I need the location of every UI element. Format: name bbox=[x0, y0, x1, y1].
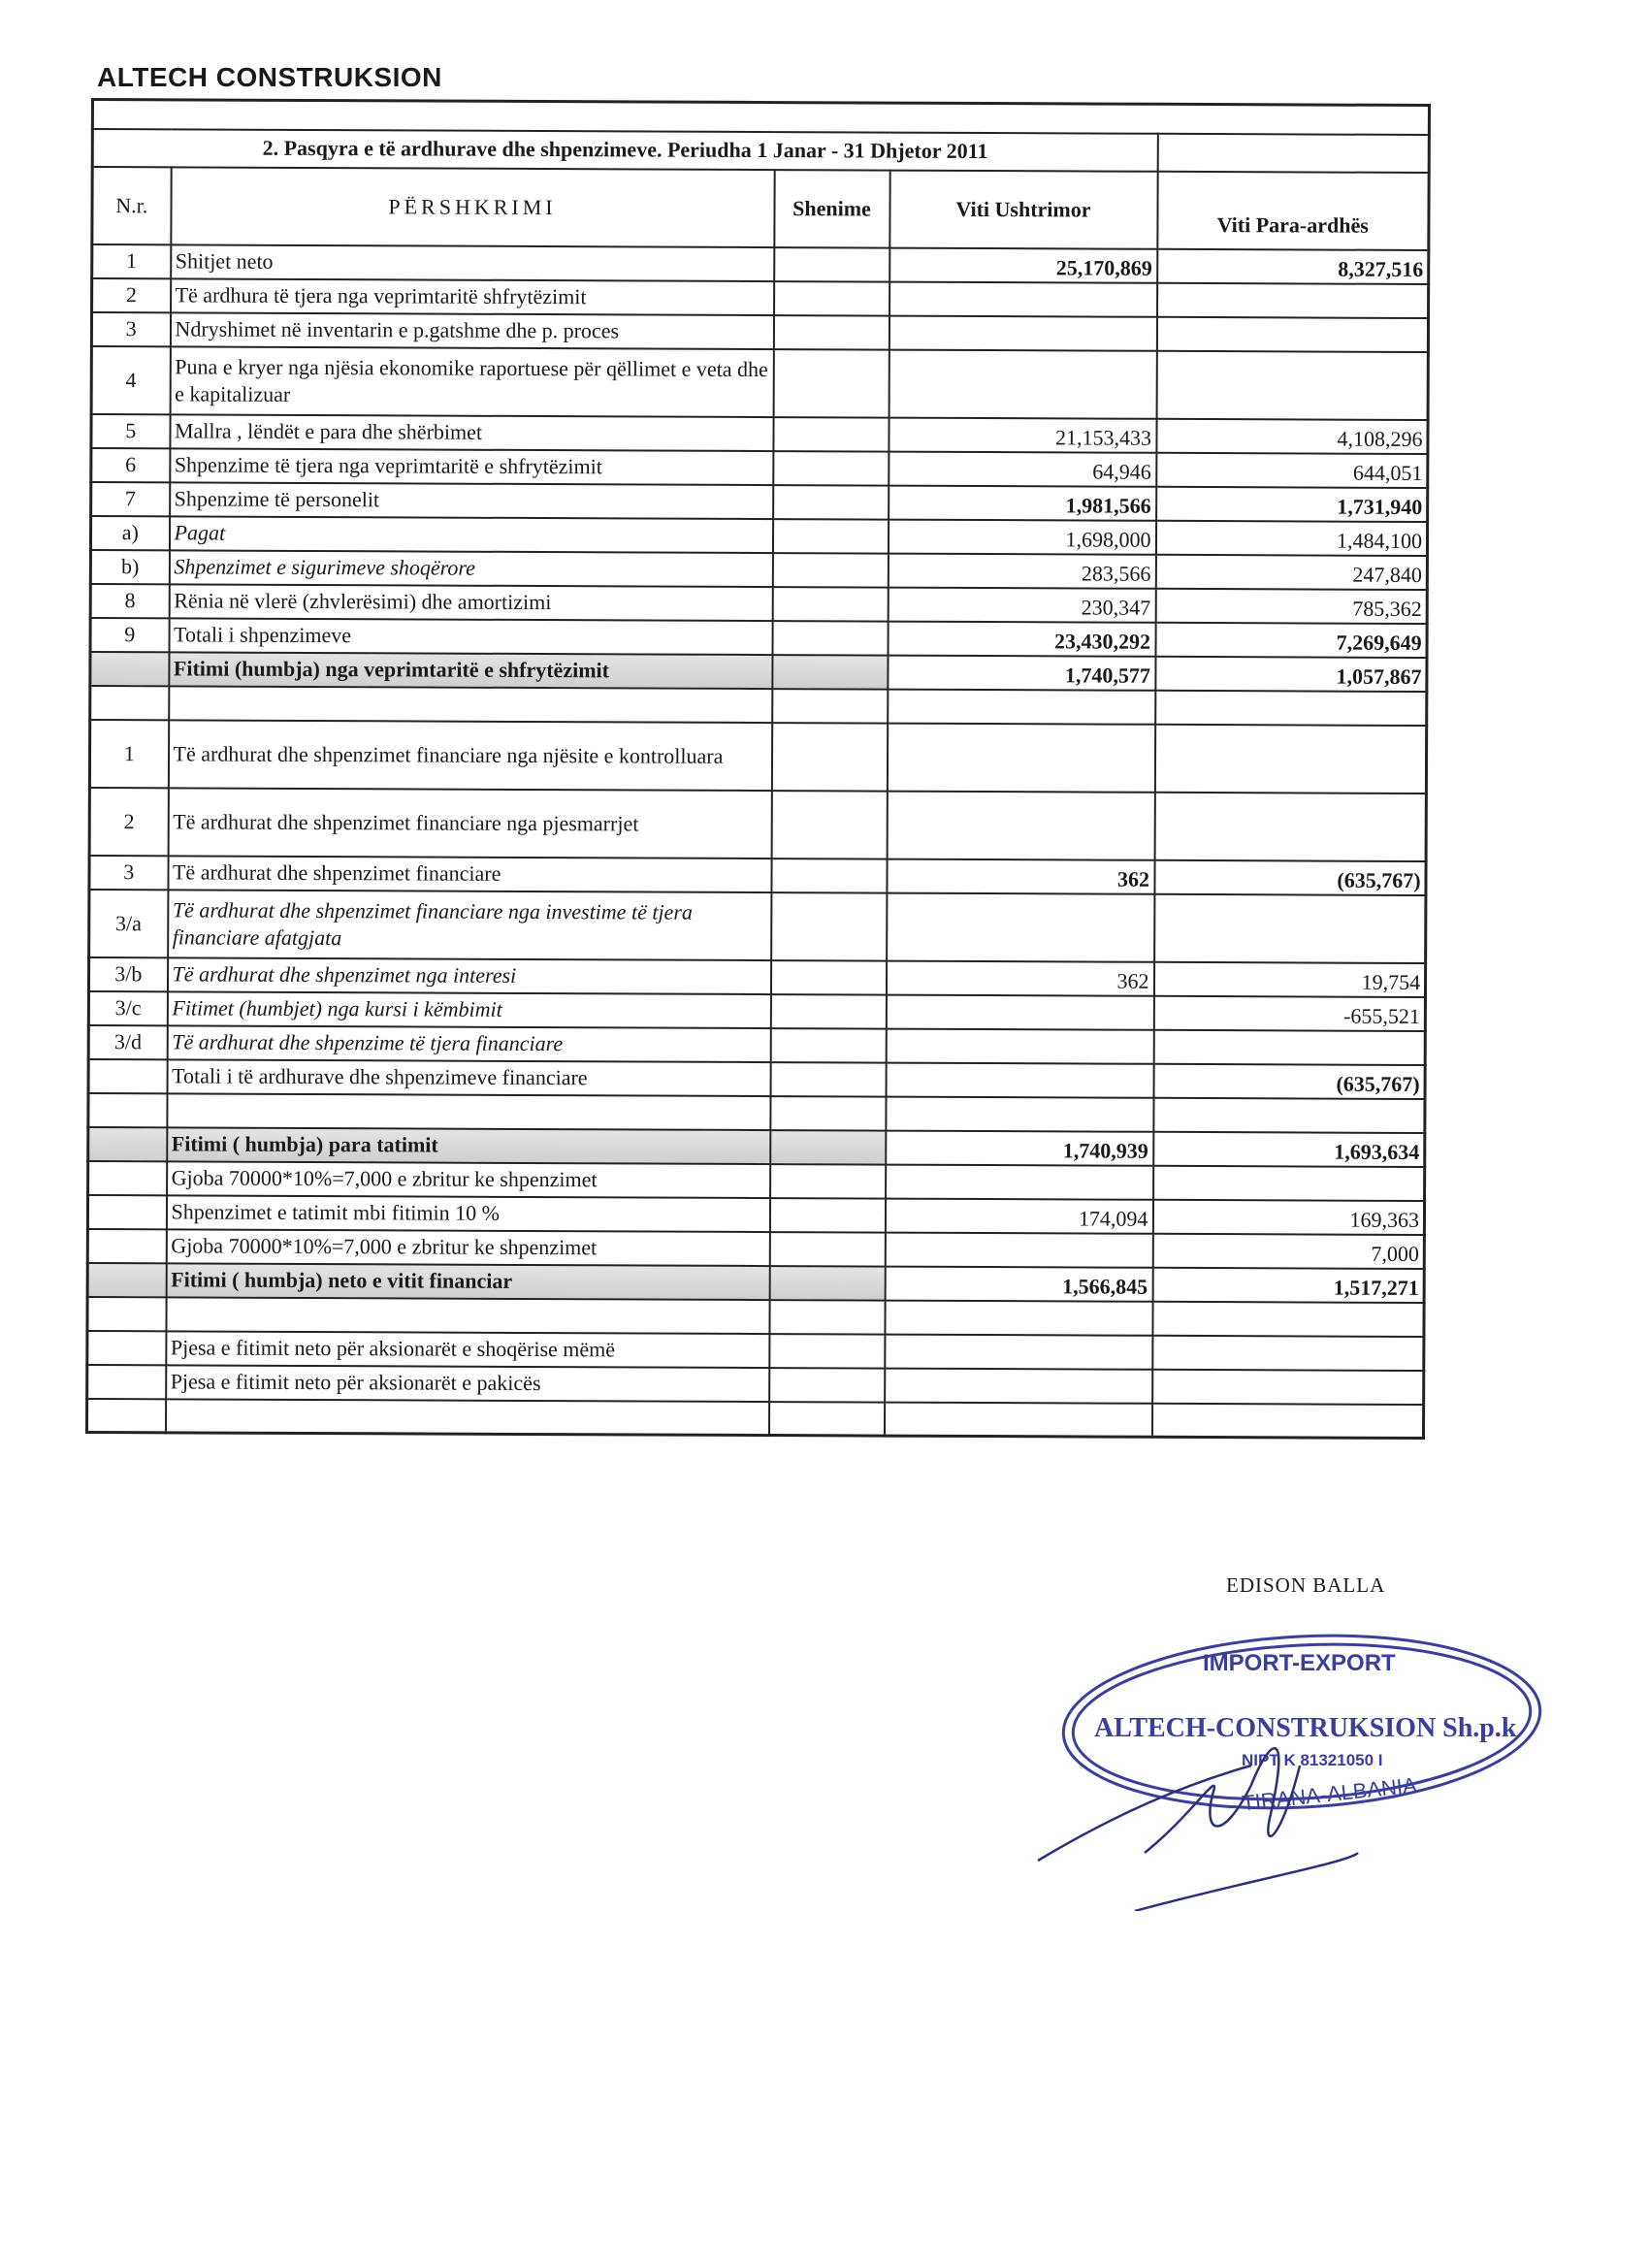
row-notes bbox=[770, 1096, 886, 1131]
row-number: 9 bbox=[90, 618, 169, 652]
row-previous-year: 1,057,867 bbox=[1155, 656, 1427, 691]
row-number: 3/a bbox=[89, 889, 168, 956]
row-notes bbox=[773, 417, 889, 452]
row-notes bbox=[770, 1130, 886, 1165]
table-row bbox=[90, 584, 1427, 624]
row-description: Pagat bbox=[169, 516, 772, 553]
row-notes bbox=[774, 247, 889, 282]
table-row bbox=[90, 652, 1427, 692]
row-number: 1 bbox=[92, 244, 171, 278]
row-number: 3/d bbox=[88, 1024, 167, 1058]
row-notes bbox=[770, 960, 886, 995]
row-description: Pjesa e fitimit neto për aksionarët e pakicës bbox=[166, 1365, 769, 1402]
row-notes bbox=[769, 1198, 885, 1233]
row-notes bbox=[771, 791, 887, 859]
table-title-row bbox=[92, 129, 1429, 173]
table-row bbox=[86, 1398, 1423, 1438]
header-notes: Shenime bbox=[774, 170, 889, 248]
table-row bbox=[87, 1296, 1424, 1336]
stamp-line3: NIPT K 81321050 I bbox=[1242, 1751, 1383, 1769]
row-previous-year bbox=[1153, 1029, 1425, 1064]
row-description: Të ardhurat dhe shpenzimet nga interesi bbox=[167, 957, 770, 994]
header-row bbox=[92, 167, 1429, 250]
table-row bbox=[88, 1092, 1425, 1132]
row-previous-year: 247,840 bbox=[1155, 554, 1427, 589]
row-current-year bbox=[885, 1334, 1152, 1369]
row-number: 8 bbox=[90, 584, 169, 618]
row-current-year: 362 bbox=[886, 960, 1153, 995]
table-row bbox=[87, 1194, 1424, 1234]
row-previous-year: 7,000 bbox=[1152, 1233, 1424, 1268]
table-title: 2. Pasqyra e të ardhurave dhe shpenzimeve. Periudha 1 Janar - 31 Dhjetor 2011 bbox=[92, 129, 1157, 172]
row-notes bbox=[770, 1028, 886, 1063]
row-previous-year: 785,362 bbox=[1155, 588, 1427, 623]
row-number: 3/b bbox=[88, 956, 167, 990]
row-current-year: 1,698,000 bbox=[888, 519, 1155, 554]
row-number bbox=[90, 652, 169, 686]
company-name: ALTECH CONSTRUKSION bbox=[97, 62, 442, 92]
row-previous-year: 1,517,271 bbox=[1152, 1267, 1424, 1302]
row-current-year: 1,740,939 bbox=[886, 1130, 1153, 1165]
row-notes bbox=[772, 655, 888, 690]
table-row bbox=[88, 1058, 1425, 1098]
row-current-year: 64,946 bbox=[889, 451, 1156, 486]
header-description: PËRSHKRIMI bbox=[171, 167, 774, 247]
row-description: Të ardhurat dhe shpenzimet financiare bbox=[168, 856, 771, 892]
table-row bbox=[90, 686, 1427, 726]
row-notes bbox=[769, 1266, 885, 1301]
row-description: Fitimet (humbjet) nga kursi i këmbimit bbox=[167, 991, 770, 1028]
row-previous-year: 19,754 bbox=[1153, 961, 1425, 996]
row-notes bbox=[772, 621, 888, 656]
row-notes bbox=[773, 349, 889, 418]
row-notes bbox=[769, 1232, 885, 1267]
row-previous-year bbox=[1154, 893, 1426, 962]
row-number bbox=[90, 686, 169, 720]
row-notes bbox=[773, 485, 889, 520]
table-row bbox=[89, 889, 1426, 962]
row-notes bbox=[770, 994, 886, 1029]
row-number: 1 bbox=[89, 720, 168, 788]
row-current-year bbox=[887, 723, 1154, 792]
row-description: Gjoba 70000*10%=7,000 e zbritur ke shpenzimet bbox=[166, 1229, 769, 1266]
row-notes bbox=[772, 553, 888, 588]
row-description: Fitimi (humbja) nga veprimtaritë e shfrytëzimit bbox=[169, 652, 772, 689]
row-description: Shpenzime të personelit bbox=[170, 482, 773, 519]
row-description: Shitjet neto bbox=[171, 244, 774, 281]
row-number: 6 bbox=[91, 448, 170, 482]
table-row bbox=[90, 550, 1427, 590]
row-current-year bbox=[889, 315, 1156, 350]
row-previous-year: 1,731,940 bbox=[1156, 486, 1428, 521]
row-previous-year: (635,767) bbox=[1154, 859, 1426, 894]
row-current-year: 1,566,845 bbox=[885, 1266, 1152, 1301]
row-current-year bbox=[886, 1164, 1153, 1199]
row-previous-year bbox=[1156, 350, 1428, 419]
row-notes bbox=[770, 1164, 886, 1199]
row-current-year bbox=[884, 1402, 1151, 1437]
table-row bbox=[88, 990, 1425, 1030]
table-row bbox=[92, 244, 1429, 284]
row-previous-year bbox=[1155, 690, 1427, 725]
row-previous-year bbox=[1152, 1335, 1424, 1370]
row-previous-year bbox=[1152, 1301, 1424, 1336]
row-notes bbox=[772, 587, 888, 622]
table-row bbox=[91, 346, 1428, 420]
table-row bbox=[89, 855, 1426, 894]
row-notes bbox=[769, 1368, 885, 1403]
row-current-year bbox=[886, 1062, 1153, 1097]
row-description bbox=[165, 1399, 768, 1436]
table-row bbox=[88, 956, 1425, 996]
row-current-year: 23,430,292 bbox=[888, 621, 1155, 656]
row-description: Mallra , lëndët e para dhe shërbimet bbox=[170, 414, 773, 451]
row-number: 3 bbox=[89, 855, 168, 889]
row-number bbox=[88, 1092, 167, 1126]
row-current-year: 230,347 bbox=[888, 587, 1155, 622]
row-previous-year bbox=[1157, 282, 1429, 317]
row-description: Fitimi ( humbja) para tatimit bbox=[167, 1127, 770, 1164]
row-current-year bbox=[885, 1232, 1152, 1267]
row-current-year: 21,153,433 bbox=[889, 417, 1156, 452]
row-notes bbox=[768, 1402, 884, 1437]
row-number bbox=[87, 1228, 166, 1262]
row-previous-year: 7,269,649 bbox=[1155, 622, 1427, 657]
row-description: Pjesa e fitimit neto për aksionarët e shoqërise mëmë bbox=[166, 1331, 769, 1368]
row-current-year bbox=[887, 892, 1154, 961]
row-previous-year: 644,051 bbox=[1156, 452, 1428, 487]
row-previous-year bbox=[1152, 1369, 1424, 1404]
row-description bbox=[169, 686, 772, 723]
row-number: a) bbox=[90, 516, 169, 550]
row-previous-year: 8,327,516 bbox=[1157, 248, 1429, 283]
row-description: Të ardhurat dhe shpenzimet financiare nga pjesmarrjet bbox=[168, 788, 771, 859]
row-notes bbox=[769, 1300, 885, 1335]
row-description: Shpenzimet e tatimit mbi fitimin 10 % bbox=[166, 1195, 769, 1232]
row-description: Fitimi ( humbja) neto e vitit financiar bbox=[166, 1263, 769, 1300]
row-current-year bbox=[887, 791, 1154, 859]
row-notes bbox=[769, 1334, 885, 1369]
table-row bbox=[88, 1126, 1425, 1166]
signature-scribble bbox=[1038, 1748, 1358, 1911]
row-current-year: 283,566 bbox=[888, 553, 1155, 588]
table-row bbox=[90, 516, 1427, 556]
row-previous-year bbox=[1154, 724, 1426, 793]
row-number bbox=[87, 1296, 166, 1330]
header-current-year: Viti Ushtrimor bbox=[889, 170, 1157, 248]
row-notes bbox=[770, 1062, 886, 1097]
row-previous-year bbox=[1153, 1165, 1425, 1200]
row-description: Të ardhurat dhe shpenzimet financiare nga investime të tjera financiare afatgjata bbox=[168, 890, 771, 960]
row-previous-year: 1,484,100 bbox=[1155, 520, 1427, 555]
row-current-year: 25,170,869 bbox=[889, 247, 1157, 282]
table-row bbox=[87, 1228, 1424, 1268]
row-number: 4 bbox=[91, 346, 170, 414]
row-number bbox=[87, 1330, 166, 1364]
row-description bbox=[167, 1093, 770, 1130]
row-current-year: 174,094 bbox=[885, 1198, 1152, 1233]
row-number: 2 bbox=[92, 278, 171, 312]
table-row bbox=[89, 720, 1426, 794]
row-notes bbox=[771, 723, 887, 792]
signer-name: EDISON BALLA bbox=[1226, 1573, 1386, 1597]
company-stamp bbox=[1028, 1620, 1571, 1911]
row-notes bbox=[771, 892, 887, 961]
row-description: Totali i të ardhurave dhe shpenzimeve financiare bbox=[167, 1059, 770, 1096]
table-row bbox=[91, 448, 1428, 488]
row-number: b) bbox=[90, 550, 169, 584]
row-description: Puna e kryer nga njësia ekonomike raportuese për qëllimet e veta dhe e kapitalizuar bbox=[170, 346, 773, 417]
table-row bbox=[91, 414, 1428, 454]
header-nr: N.r. bbox=[92, 167, 171, 244]
row-current-year bbox=[889, 349, 1156, 418]
table-row bbox=[91, 482, 1428, 522]
row-description: Të ardhurat dhe shpenzimet financiare nga njësite e kontrolluara bbox=[168, 720, 771, 791]
row-description: Të ardhurat dhe shpenzime të tjera financiare bbox=[167, 1025, 770, 1062]
income-statement-table bbox=[85, 98, 1431, 1440]
row-previous-year: (635,767) bbox=[1153, 1063, 1425, 1098]
stamp-line2: ALTECH-CONSTRUKSION Sh.p.k bbox=[1094, 1713, 1517, 1743]
row-current-year: 362 bbox=[887, 859, 1154, 893]
table-row bbox=[92, 278, 1429, 318]
row-previous-year bbox=[1156, 316, 1428, 351]
row-current-year: 1,981,566 bbox=[889, 485, 1156, 520]
row-description: Gjoba 70000*10%=7,000 e zbritur ke shpenzimet bbox=[167, 1161, 770, 1198]
row-description: Të ardhura të tjera nga veprimtaritë shfrytëzimit bbox=[171, 278, 774, 315]
row-notes bbox=[773, 451, 889, 486]
table-row bbox=[87, 1364, 1424, 1404]
stamp-line1: IMPORT-EXPORT bbox=[1203, 1650, 1396, 1676]
row-previous-year: 1,693,634 bbox=[1153, 1131, 1425, 1166]
stamp-line4: TIRANA-ALBANIA bbox=[1241, 1772, 1418, 1816]
row-notes bbox=[771, 859, 887, 893]
table-row bbox=[88, 1024, 1425, 1064]
row-number: 3 bbox=[91, 312, 170, 346]
table-row bbox=[87, 1262, 1424, 1302]
row-description: Ndryshimet në inventarin e p.gatshme dhe p. proces bbox=[170, 312, 773, 349]
row-number bbox=[88, 1058, 167, 1092]
row-current-year: 1,740,577 bbox=[888, 655, 1155, 690]
row-previous-year: -655,521 bbox=[1153, 995, 1425, 1030]
row-number bbox=[87, 1364, 166, 1398]
row-description: Shpenzimet e sigurimeve shoqërore bbox=[169, 550, 772, 587]
row-previous-year bbox=[1153, 1097, 1425, 1132]
row-description: Totali i shpenzimeve bbox=[169, 618, 772, 655]
row-number bbox=[88, 1160, 167, 1194]
row-number: 3/c bbox=[88, 990, 167, 1024]
row-number: 2 bbox=[89, 787, 168, 855]
table-row bbox=[88, 1160, 1425, 1200]
row-number bbox=[87, 1262, 166, 1296]
row-number: 5 bbox=[91, 414, 170, 448]
row-previous-year bbox=[1154, 792, 1426, 860]
row-number bbox=[86, 1398, 165, 1432]
table-row bbox=[91, 312, 1428, 352]
row-notes bbox=[772, 689, 888, 724]
table-row bbox=[90, 618, 1427, 658]
table-row bbox=[89, 787, 1426, 860]
row-previous-year bbox=[1151, 1403, 1423, 1438]
row-description bbox=[166, 1297, 769, 1334]
row-previous-year: 169,363 bbox=[1152, 1199, 1424, 1234]
row-current-year bbox=[888, 689, 1155, 724]
row-current-year bbox=[886, 1028, 1153, 1063]
header-previous-year: Viti Para-ardhës bbox=[1157, 171, 1429, 249]
table-row bbox=[87, 1330, 1424, 1370]
row-number bbox=[87, 1194, 166, 1228]
row-notes bbox=[774, 281, 889, 316]
row-current-year bbox=[889, 281, 1157, 316]
row-previous-year: 4,108,296 bbox=[1156, 418, 1428, 453]
row-current-year bbox=[885, 1300, 1152, 1335]
row-current-year bbox=[886, 994, 1153, 1029]
row-current-year bbox=[885, 1368, 1152, 1403]
row-number bbox=[88, 1126, 167, 1160]
row-description: Rënia në vlerë (zhvlerësimi) dhe amortizimi bbox=[169, 584, 772, 621]
row-notes bbox=[773, 315, 889, 350]
row-number: 7 bbox=[91, 482, 170, 516]
row-description: Shpenzime të tjera nga veprimtaritë e shfrytëzimit bbox=[170, 448, 773, 485]
row-notes bbox=[772, 519, 888, 554]
row-current-year bbox=[886, 1096, 1153, 1131]
